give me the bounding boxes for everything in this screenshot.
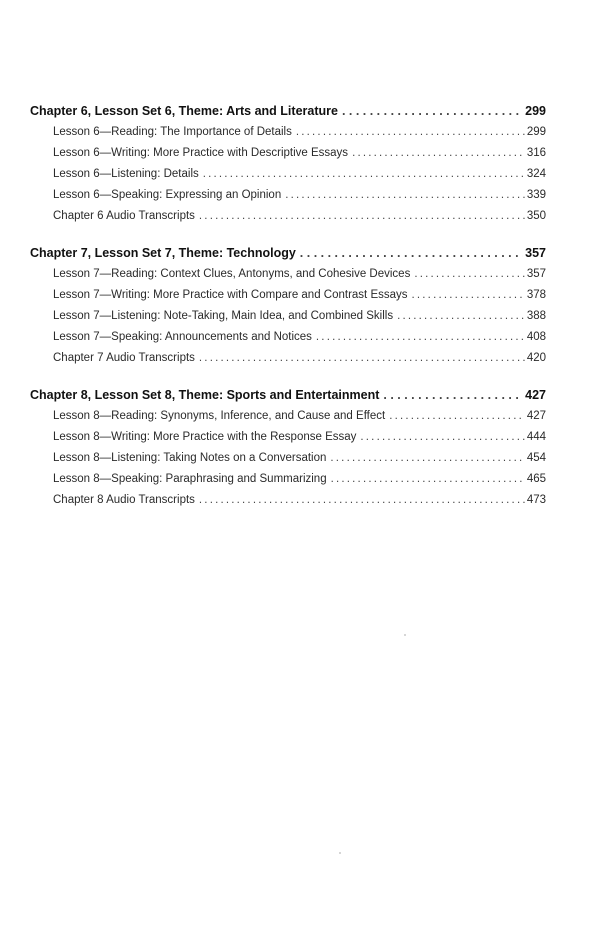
page-number: 339 — [526, 189, 546, 201]
toc-entry[interactable] — [30, 427, 546, 448]
entry-title: Lesson 7—Speaking: Announcements and Notices — [53, 331, 312, 343]
chapter-heading[interactable] — [30, 100, 546, 122]
dot-leader — [316, 327, 525, 348]
toc-entry[interactable] — [30, 469, 546, 490]
scan-speck — [339, 852, 341, 854]
page-number: 357 — [526, 268, 546, 280]
toc-entry[interactable] — [30, 327, 546, 348]
toc-entry[interactable] — [30, 143, 546, 164]
toc-entry[interactable] — [30, 285, 546, 306]
entry-title: Lesson 6—Reading: The Importance of Details — [53, 126, 292, 138]
entry-title: Lesson 8—Listening: Taking Notes on a Conversation — [53, 452, 327, 464]
toc-entry[interactable] — [30, 306, 546, 327]
chapter-section — [30, 100, 546, 227]
entry-title: Chapter 8 Audio Transcripts — [53, 494, 195, 506]
toc-entry[interactable] — [30, 185, 546, 206]
page-number: 388 — [526, 310, 546, 322]
page-number: 465 — [526, 473, 546, 485]
toc-entry[interactable] — [30, 122, 546, 143]
dot-leader — [397, 306, 525, 327]
page-number: 444 — [526, 431, 546, 443]
dot-leader — [296, 122, 525, 143]
dot-leader — [300, 242, 523, 264]
page-number: 357 — [525, 246, 546, 260]
entry-title: Lesson 8—Reading: Synonyms, Inference, and Cause and Effect — [53, 410, 386, 422]
dot-leader — [330, 448, 524, 469]
toc-entry[interactable] — [30, 264, 546, 285]
page-number: 378 — [526, 289, 546, 301]
page-number: 473 — [526, 494, 546, 506]
page-number: 454 — [526, 452, 546, 464]
dot-leader — [414, 264, 524, 285]
page-number: 408 — [526, 331, 546, 343]
chapter-heading[interactable] — [30, 384, 546, 406]
dot-leader — [383, 384, 523, 406]
page-number: 299 — [526, 126, 546, 138]
page-number: 316 — [526, 147, 546, 159]
chapter-title: Chapter 7, Lesson Set 7, Theme: Technology — [30, 246, 296, 260]
page-number: 427 — [525, 388, 546, 402]
dot-leader — [389, 406, 525, 427]
entry-title: Lesson 7—Writing: More Practice with Compare and Contrast Essays — [53, 289, 408, 301]
chapter-section — [30, 384, 546, 511]
entry-title: Lesson 6—Listening: Details — [53, 168, 199, 180]
chapter-section — [30, 242, 546, 369]
entry-title: Lesson 7—Listening: Note-Taking, Main Idea, and Combined Skills — [53, 310, 394, 322]
toc-entry[interactable] — [30, 164, 546, 185]
dot-leader — [199, 490, 525, 511]
chapter-heading[interactable] — [30, 242, 546, 264]
entry-title: Chapter 7 Audio Transcripts — [53, 352, 195, 364]
entry-title: Lesson 6—Writing: More Practice with Descriptive Essays — [53, 147, 349, 159]
scan-speck — [404, 634, 406, 636]
dot-leader — [199, 348, 525, 369]
dot-leader — [360, 427, 524, 448]
dot-leader — [331, 469, 525, 490]
dot-leader — [412, 285, 525, 306]
page-number: 427 — [526, 410, 546, 422]
dot-leader — [285, 185, 525, 206]
entry-title: Lesson 8—Speaking: Paraphrasing and Summarizing — [53, 473, 327, 485]
toc-entry[interactable] — [30, 490, 546, 511]
dot-leader — [203, 164, 525, 185]
toc-entry[interactable] — [30, 206, 546, 227]
chapter-title: Chapter 6, Lesson Set 6, Theme: Arts and Literature — [30, 104, 338, 118]
dot-leader — [199, 206, 525, 227]
toc-entry[interactable] — [30, 406, 546, 427]
table-of-contents — [30, 100, 546, 526]
entry-title: Lesson 7—Reading: Context Clues, Antonyms, and Cohesive Devices — [53, 268, 411, 280]
entry-title: Lesson 8—Writing: More Practice with the Response Essay — [53, 431, 357, 443]
page-number: 324 — [526, 168, 546, 180]
entry-title: Lesson 6—Speaking: Expressing an Opinion — [53, 189, 282, 201]
page-number: 350 — [526, 210, 546, 222]
dot-leader — [342, 100, 523, 122]
entry-title: Chapter 6 Audio Transcripts — [53, 210, 195, 222]
dot-leader — [352, 143, 525, 164]
toc-entry[interactable] — [30, 448, 546, 469]
chapter-title: Chapter 8, Lesson Set 8, Theme: Sports and Entertainment — [30, 388, 380, 402]
toc-entry[interactable] — [30, 348, 546, 369]
page-number: 299 — [525, 104, 546, 118]
page-number: 420 — [526, 352, 546, 364]
